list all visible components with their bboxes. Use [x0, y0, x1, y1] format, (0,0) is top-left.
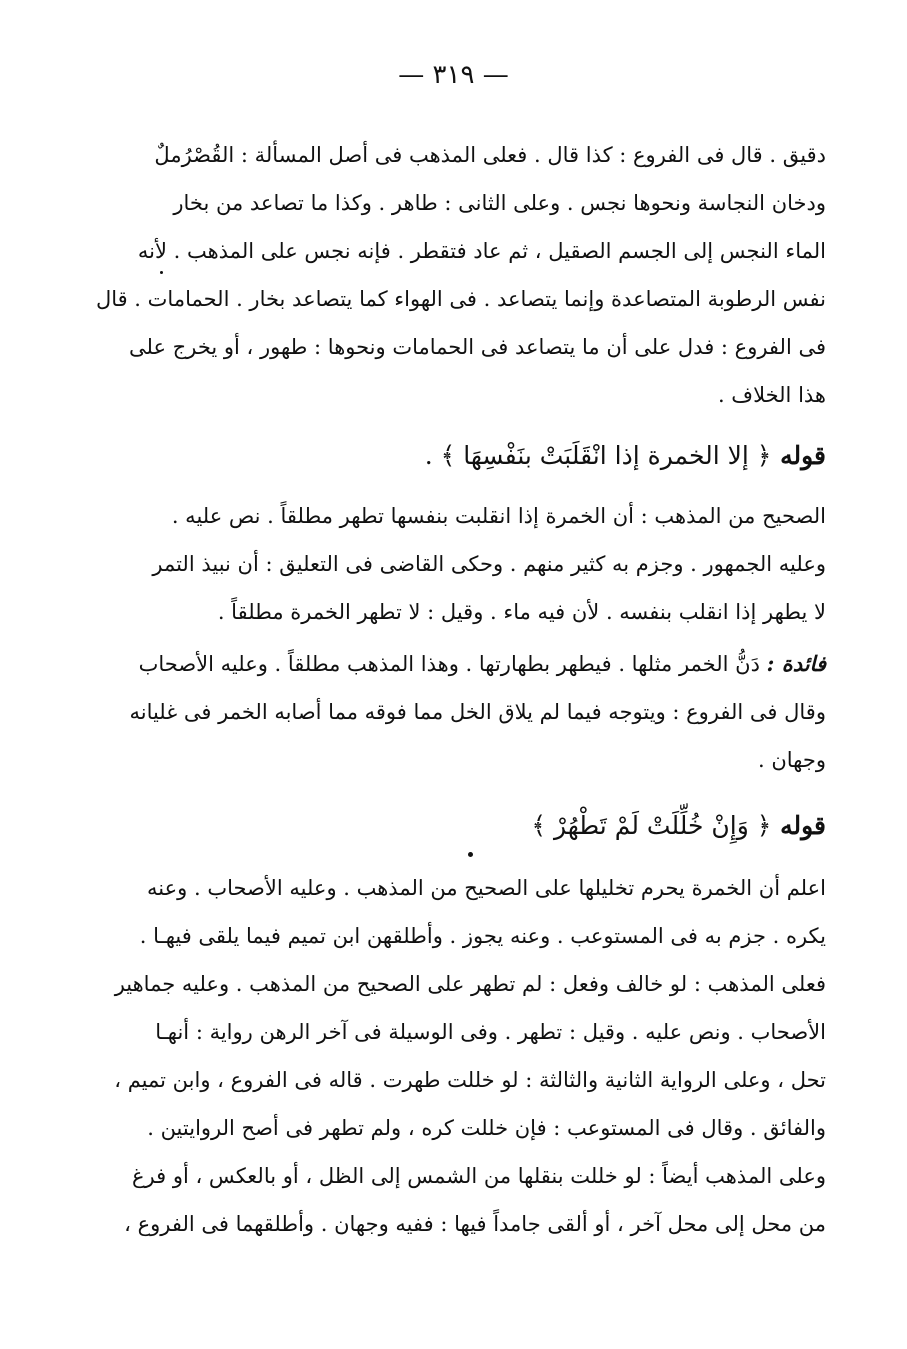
faida-label: فائدة :: [766, 651, 826, 676]
paragraph-section-3: [114, 864, 826, 1248]
text-line: تحل ، وعلى الرواية الثانية والثالثة : لو خللت طهرت . قاله فى الفروع ، وابن تميم ،: [114, 1068, 826, 1092]
faida-text: دَنُّ الخمر مثلها . فيطهر بطهارتها . وهذا المذهب مطلقاً . وعليه الأصحاب: [138, 652, 760, 676]
text-line: والفائق . وقال فى المستوعب : فإن خللت كره ، ولم تطهر فى أصح الروايتين .: [147, 1116, 826, 1140]
text-line: لا يطهر إذا انقلب بنفسه . لأن فيه ماء . وقيل : لا تطهر الخمرة مطلقاً .: [217, 600, 826, 624]
text-line: يكره . جزم به فى المستوعب . وعنه يجوز . وأطلقهن ابن تميم فيما يلقى فيهـا .: [139, 924, 826, 948]
heading-quote: ﴿ إلا الخمرة إذا انْقَلَبَتْ بنَفْسِهَا ﴾ .: [424, 441, 772, 470]
print-speck: [160, 271, 163, 274]
text-line: وعليه الجمهور . وجزم به كثير منهم . وحكى القاضى فى التعليق : أن نبيذ التمر: [152, 552, 826, 576]
text-line: فى الفروع : فدل على أن ما يتصاعد فى الحمامات ونحوها : طهور ، أو يخرج على: [129, 335, 826, 359]
text-line: ودخان النجاسة ونحوها نجس . وعلى الثانى : طاهر . وكذا ما تصاعد من بخار: [173, 191, 826, 215]
heading-2: [178, 798, 826, 854]
paragraph-section-1: [95, 131, 826, 419]
text-line: وجهان .: [758, 748, 826, 772]
text-line: فعلى المذهب : لو خالف وفعل : لم تطهر على الصحيح من المذهب . وعليه جماهير: [114, 972, 826, 996]
text-line: دقيق . قال فى الفروع : كذا قال . فعلى المذهب فى أصل المسألة : القُصْرُملٌ: [154, 143, 826, 167]
text-line: وعلى المذهب أيضاً : لو خللت بنقلها من الشمس إلى الظل ، أو بالعكس ، أو فرغ: [132, 1164, 826, 1188]
text-line: اعلم أن الخمرة يحرم تخليلها على الصحيح من المذهب . وعليه الأصحاب . وعنه: [147, 876, 826, 900]
text-line: وقال فى الفروع : ويتوجه فيما لم يلاق الخل مما فوقه مما أصابه الخمر فى غليانه: [129, 700, 826, 724]
heading-label: قوله: [780, 441, 826, 470]
faida-note: [129, 640, 826, 784]
text-line: الصحيح من المذهب : أن الخمرة إذا انقلبت بنفسها تطهر مطلقاً . نص عليه .: [171, 504, 826, 528]
text-line: نفس الرطوبة المتصاعدة وإنما يتصاعد . فى الهواء كما يتصاعد بخار . الحمامات . قال: [95, 287, 826, 311]
heading-quote: ﴿ وَإِنْ خُلِّلَتْ لَمْ تَطْهُرْ ﴾: [531, 811, 772, 840]
page-number: — ٣١٩ —: [398, 60, 509, 90]
text-line: الماء النجس إلى الجسم الصقيل ، ثم عاد فتقطر . فإنه نجس على المذهب . لأنه: [137, 239, 826, 263]
text-line: هذا الخلاف .: [717, 383, 826, 407]
heading-1: [178, 428, 826, 484]
paragraph-section-2: [152, 492, 826, 636]
text-line: من محل إلى محل آخر ، أو ألقى جامداً فيها : ففيه وجهان . وأطلقهما فى الفروع ،: [124, 1212, 826, 1236]
text-line: الأصحاب . ونص عليه . وقيل : تطهر . وفى الوسيلة فى آخر الرهن رواية : أنهـا: [155, 1020, 826, 1044]
print-speck: [468, 852, 473, 857]
text-line: [138, 640, 826, 688]
heading-label: قوله: [780, 811, 826, 840]
